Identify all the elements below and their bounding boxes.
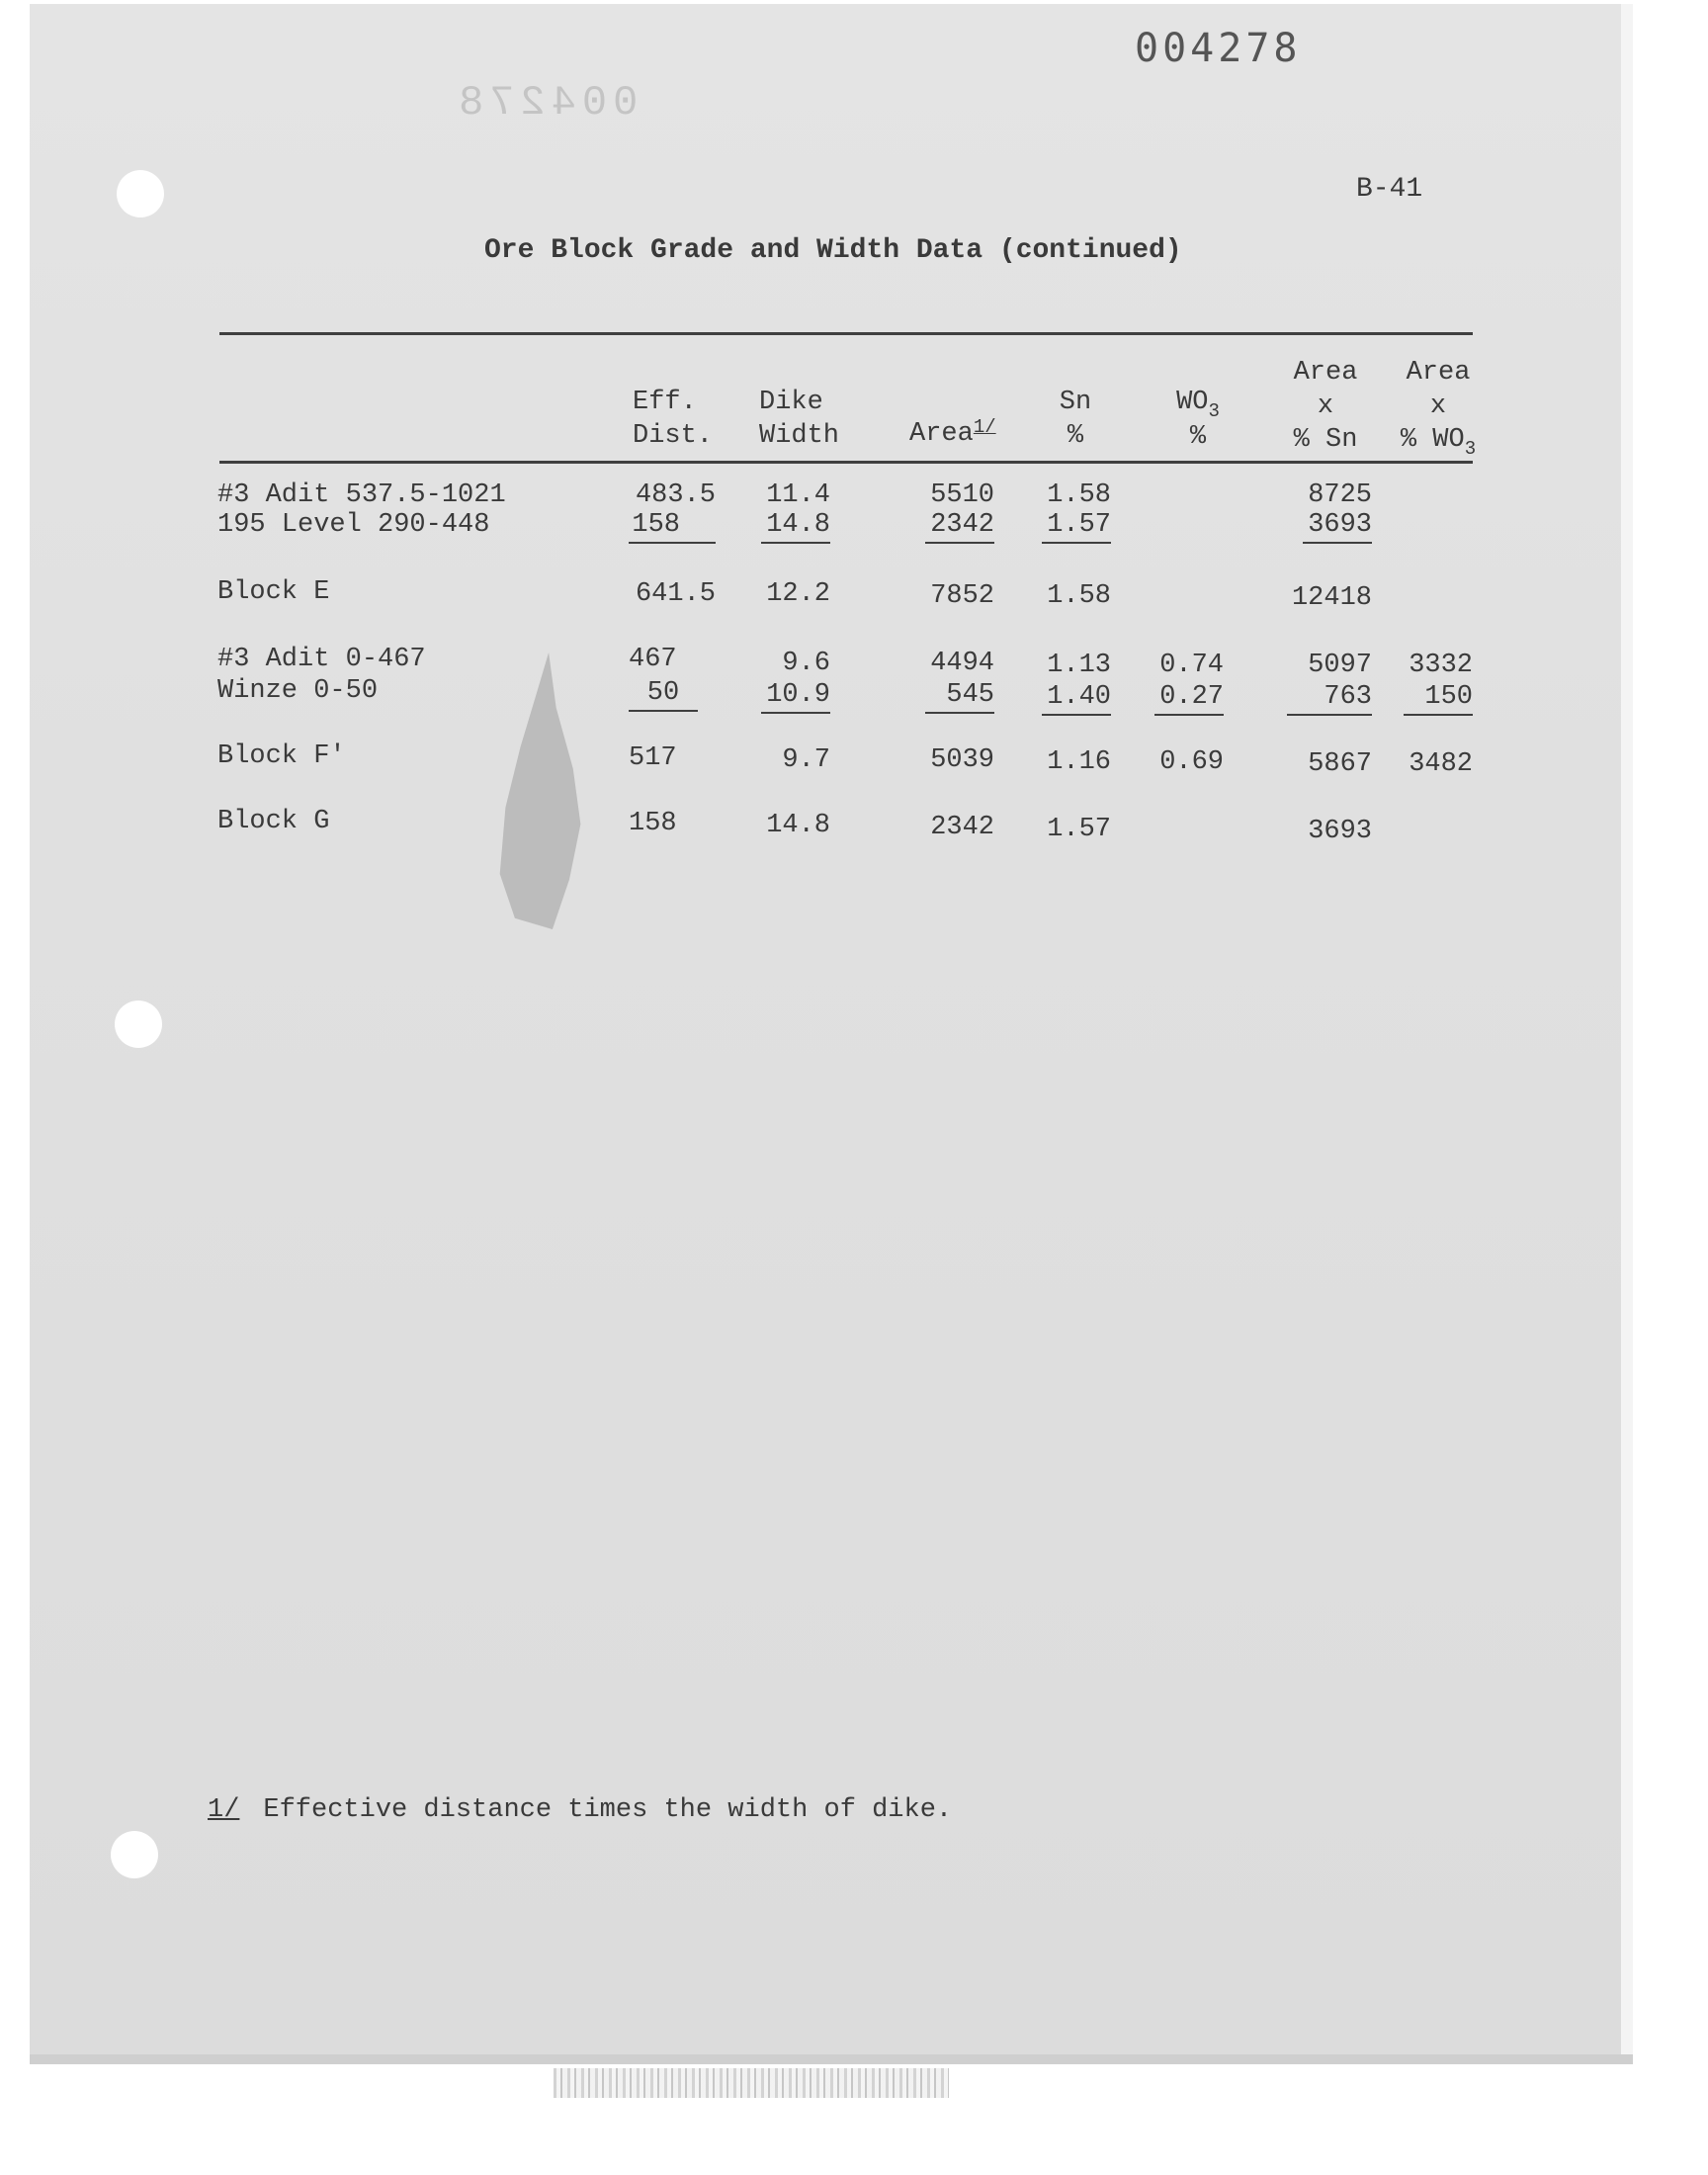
cell-area-sn: 5097 [1308,651,1372,680]
row-label: 195 Level 290-448 [217,510,490,540]
scan-artifact [554,2068,949,2098]
cell-area: 5039 [930,745,994,775]
cell-area-sn: 5867 [1308,749,1372,779]
cell-eff-dist: 483.5 [635,480,716,510]
cell-area: 2342 [930,813,994,842]
document-stamp-number: 004278 [1135,26,1302,71]
page-title: Ore Block Grade and Width Data (continued) [484,235,1182,266]
binder-hole [115,1000,162,1048]
header-area-x-sn: Area x % Sn [1293,358,1358,455]
cell-sn: 1.57 [1042,508,1111,544]
cell-eff-dist: 158 [629,508,716,544]
header-area-x-wo3: Area x % $WO_3$ [1400,358,1477,460]
cell-eff-dist: 50 [629,676,698,712]
footnote-mark: 1/ [208,1795,240,1825]
row-label: #3 Adit 0-467 [217,645,426,674]
cell-area: 2342 [925,508,994,544]
footnote-text: Effective distance times the width of dike. [263,1795,953,1825]
cell-wo3: 0.74 [1159,651,1224,680]
cell-area-wo3: 150 [1404,680,1473,716]
cell-sn: 1.58 [1047,581,1111,611]
cell-area-sn: 3693 [1308,817,1372,846]
cell-eff-dist: 517 [629,743,677,773]
footnote-ref: 1/ [973,416,996,438]
header-dike-width: Dike Width [759,388,840,451]
row-label: Block G [217,807,330,836]
cell-sn: 1.16 [1047,747,1111,777]
page-edge [1621,4,1633,2062]
cell-area-sn: 763 [1287,680,1372,716]
row-label: Block F' [217,741,346,771]
cell-eff-dist: 467 [629,645,677,674]
cell-sn: 1.58 [1047,480,1111,510]
cell-area-sn: 3693 [1303,508,1372,544]
cell-wo3: 0.69 [1159,747,1224,777]
page-edge-shadow [30,2054,1633,2064]
header-wo3-percent: $WO_3$ % [1176,388,1220,452]
cell-area: 5510 [930,480,994,510]
bleed-through-number: 004278 [453,79,639,127]
cell-area-wo3: 3482 [1409,749,1473,779]
row-label: Winze 0-50 [217,676,379,706]
cell-dike-width: 14.8 [766,811,830,840]
cell-area-wo3: 3332 [1409,651,1473,680]
cell-dike-width: 11.4 [766,480,830,510]
cell-area-sn: 8725 [1308,480,1372,510]
footnote [208,1795,952,1825]
header-area: Area$^{1/}$ [909,416,996,449]
binder-hole [117,170,164,218]
cell-dike-width: 14.8 [761,508,830,544]
cell-area: 7852 [930,581,994,611]
cell-dike-width: 12.2 [766,579,830,609]
cell-sn: 1.40 [1042,680,1111,716]
document-page [30,4,1629,2062]
cell-dike-width: 9.6 [782,649,830,678]
cell-dike-width: 9.7 [782,745,830,775]
header-eff-dist: Eff. Dist. [633,388,714,451]
cell-wo3: 0.27 [1154,680,1224,716]
row-label: Block E [217,577,330,607]
table-top-rule [219,332,1473,335]
cell-area: 545 [925,678,994,714]
cell-dike-width: 10.9 [761,678,830,714]
table-header-rule [219,461,1473,464]
header-sn-percent: Sn % [1059,388,1092,451]
page-id: B-41 [1356,174,1423,205]
binder-hole [111,1831,158,1878]
cell-eff-dist: 158 [629,809,677,838]
row-label: #3 Adit 537.5-1021 [217,480,506,510]
cell-eff-dist: 641.5 [635,579,716,609]
cell-sn: 1.57 [1047,815,1111,844]
cell-area-sn: 12418 [1291,583,1372,613]
cell-area: 4494 [930,649,994,678]
cell-sn: 1.13 [1047,651,1111,680]
